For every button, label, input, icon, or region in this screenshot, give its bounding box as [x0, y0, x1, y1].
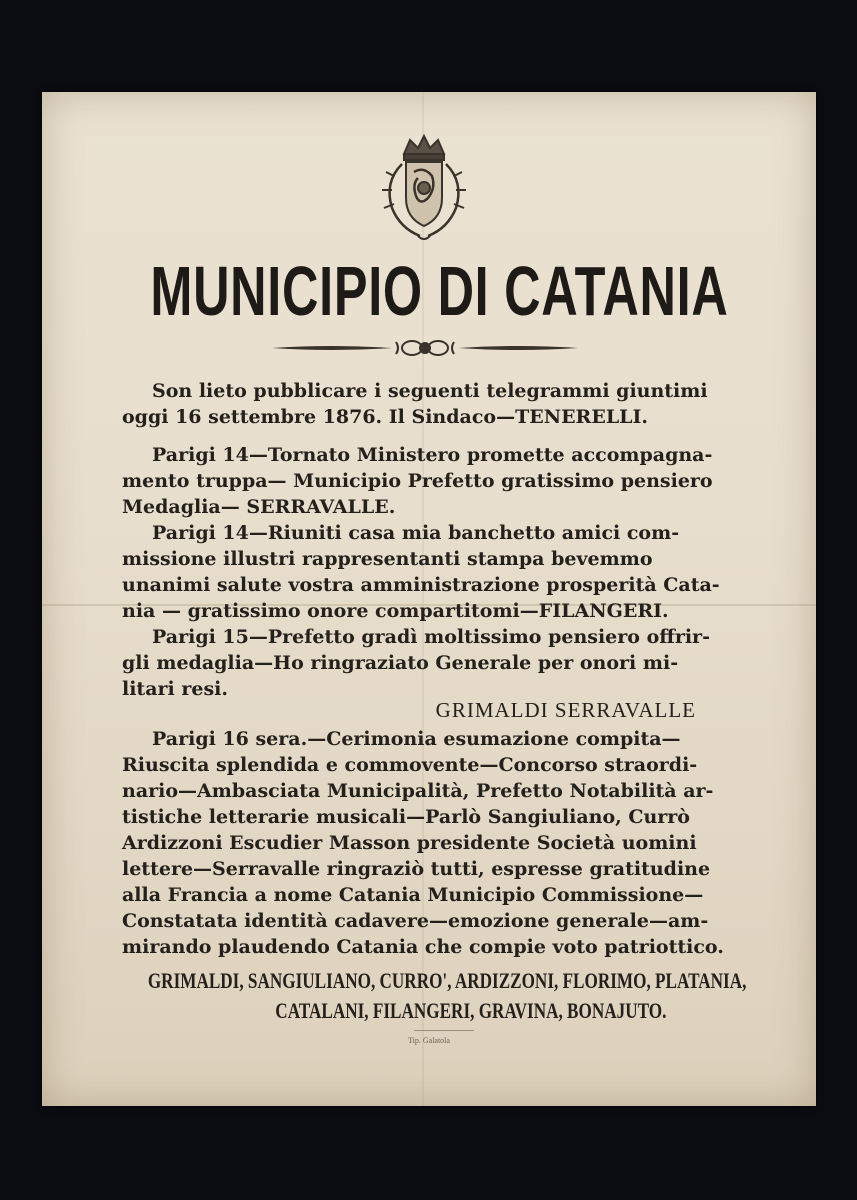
telegram-paragraph: [122, 442, 742, 520]
text-line: unanimi salute vostra amministrazione prosperità Cata-: [122, 574, 720, 596]
text-line: Son lieto pubblicare i seguenti telegrammi giuntimi: [152, 380, 708, 402]
text-line: gli medaglia—Ho ringraziato Generale per onori mi-: [122, 652, 679, 674]
decorative-rule-icon: [272, 336, 578, 360]
signature: GRIMALDI, SANGIULIANO, CURRO', ARDIZZONI, FLORIMO, PLATANIA,: [147, 968, 746, 993]
intro-paragraph: [122, 378, 742, 430]
text-line: litari resi.: [122, 678, 228, 700]
text-line: lettere—Serravalle ringraziò tutti, espresse gratitudine: [122, 858, 711, 880]
signature: GRIMALDI SERRAVALLE: [435, 698, 696, 722]
signature: CATALANI, FILANGERI, GRAVINA, BONAJUTO.: [274, 998, 666, 1023]
text-line: Constatata identità cadavere—emozione generale—am-: [122, 910, 709, 932]
telegram-paragraph: [122, 520, 742, 624]
text-line: nario—Ambasciata Municipalità, Prefetto Notabilità ar-: [122, 780, 714, 802]
text-line: oggi 16 settembre 1876. Il Sindaco—TENERELLI.: [122, 406, 649, 428]
text-line: Ardizzoni Escudier Masson presidente Società uomini: [122, 832, 697, 854]
telegram-paragraph: [122, 726, 742, 960]
text-line: alla Francia a nome Catania Municipio Commissione—: [122, 884, 704, 906]
text-line: missione illustri rappresentanti stampa bevemmo: [122, 548, 653, 570]
text-line: tistiche letterarie musicali—Parlò Sangiuliano, Currò: [122, 806, 690, 828]
page-title: MUNICIPIO DI CATANIA: [150, 252, 729, 330]
poster-sheet: [42, 92, 816, 1106]
text-line: Parigi 14—Tornato Ministero promette accompagna-: [152, 444, 713, 466]
text-line: mento truppa— Municipio Prefetto gratissimo pensiero: [122, 470, 713, 492]
text-line: Parigi 16 sera.—Cerimonia esumazione compita—: [152, 728, 681, 750]
text-line: mirando plaudendo Catania che compie voto patriottico.: [122, 936, 724, 958]
catania-coat-of-arms-icon: [374, 132, 474, 244]
divider: [414, 1030, 474, 1031]
text-line: Medaglia— SERRAVALLE.: [122, 496, 396, 518]
text-line: Riuscita splendida e commovente—Concorso straordi-: [122, 754, 698, 776]
text-line: nia — gratissimo onore compartitomi—FILANGERI.: [122, 600, 669, 622]
telegram-paragraph: [122, 624, 742, 702]
text-line: Parigi 15—Prefetto gradì moltissimo pensiero offrir-: [152, 626, 710, 648]
printer-credit: Tip. Galatola: [408, 1036, 450, 1045]
text-line: Parigi 14—Riuniti casa mia banchetto amici com-: [152, 522, 680, 544]
